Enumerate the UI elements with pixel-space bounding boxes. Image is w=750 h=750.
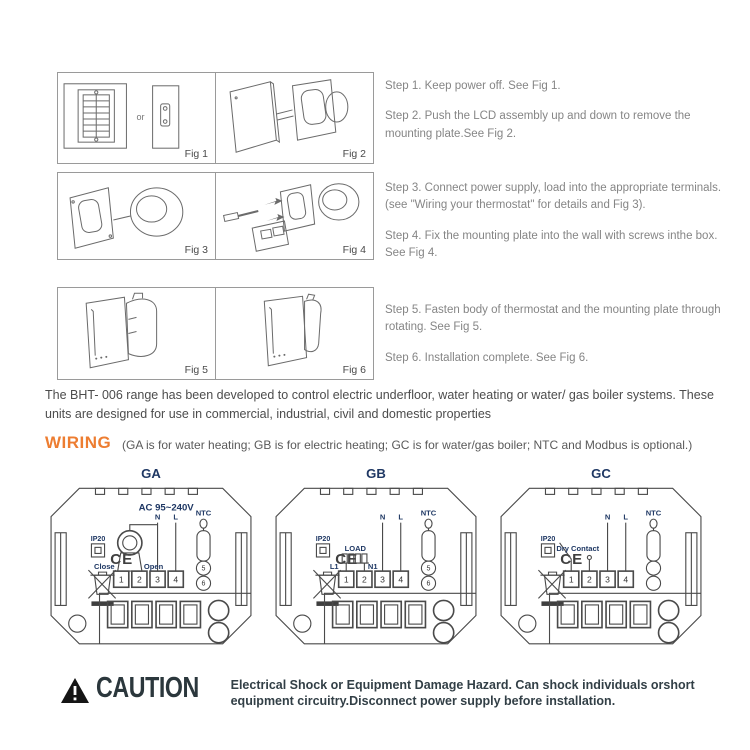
fig1-label: Fig 1 [184,148,208,160]
gb-ntc-label: NTC [420,508,437,518]
caution-banner [60,674,695,710]
gc-ntc-label: NTC [645,508,662,518]
gc-l-label: L [623,512,629,522]
wiring-heading: WIRING [45,433,112,452]
ga-ntc-label: NTC [195,508,212,518]
caution-line-2: equipment circuitry.Disconnect power supply before installation. [230,694,616,709]
ga-ntc-probe-icon [196,519,210,590]
gb-l1-label: L1 [329,562,339,572]
gc-dry-contact-label: Dry Contact [556,543,600,553]
gb-terminal-3: 3 [380,574,385,585]
caution-line-1: Electrical Shock or Equipment Damage Hazard. Can shock individuals orshort [230,678,695,692]
ga-l-label: L [173,512,179,522]
gb-n-label: N [379,512,386,522]
caution-title: CAUTION [96,672,199,704]
gc-diagram-column [495,466,707,653]
gb-load-label: LOAD [344,543,367,553]
gb-ce-mark: CE [335,551,359,569]
steps-3-4 [385,180,727,275]
gb-ip20-label: IP20 [315,535,331,543]
gc-terminal-3: 3 [605,574,610,585]
ga-terminal-4: 4 [173,574,179,585]
ga-diagram-column [45,466,257,653]
gc-terminal-4: 4 [623,574,629,585]
step-5-text: Step 5. Fasten body of thermostat and the mounting plate through rotating. See Fig 5. [385,304,721,334]
steps-5-6 [385,302,727,380]
fig3-label: Fig 3 [184,244,208,256]
gb-terminal-1: 1 [343,574,349,585]
fig1-cell [58,73,215,163]
fig4-cell [215,173,373,259]
gc-terminal-1: 1 [568,574,574,585]
gb-terminal-6: 6 [426,580,431,588]
gc-wiring-diagram [495,466,707,653]
fig2-cell [215,73,373,163]
gb-wiring-diagram [270,466,482,653]
range-description: The BHT- 006 range has been developed to control electric underfloor, water heating or water/ gas boiler systems. These units are designed for use in commercial, industrial, civil and domestic properties [45,388,714,421]
warning-triangle-icon [60,677,90,704]
step-4-text: Step 4. Fix the mounting plate into the wall with screws inthe box. See Fig 4. [385,229,718,259]
gc-ntc-probe-icon [646,519,660,590]
fig5-cell [58,288,215,379]
gc-n-label: N [604,512,611,522]
steps-1-2 [385,78,727,156]
ga-terminal-6: 6 [201,580,206,588]
ga-n-label: N [154,512,161,522]
ga-weee-icon [88,570,115,606]
step-1-text: Step 1. Keep power off. See Fig 1. [385,80,561,92]
ga-open-label: Open [143,562,164,572]
gb-ntc-probe-icon [421,519,435,590]
ga-power-label: AC 95~240V [138,502,194,514]
gc-weee-icon [538,570,565,606]
fig3-cell [58,173,215,259]
ga-terminal-5: 5 [201,565,206,573]
caution-text [199,677,695,710]
ga-close-label: Close [94,562,115,572]
fig5-label: Fig 5 [184,364,208,376]
gc-title: GC [591,466,611,482]
step-3-text: Step 3. Connect power supply, load into the appropriate terminals. (see "Wiring your thermostat" for details and Fig 3). [385,182,722,212]
ga-terminal-1: 1 [118,574,124,585]
gb-diagram-column [270,466,482,653]
gc-ip20-label: IP20 [540,535,556,543]
fig4-label: Fig 4 [342,244,366,256]
fig6-cell [215,288,373,379]
ga-wiring-diagram [45,466,257,653]
ga-terminal-2: 2 [136,574,142,585]
figure-box-row2 [57,172,374,260]
gb-title: GB [366,466,386,482]
ga-title: GA [141,466,161,482]
step-2-text: Step 2. Push the LCD assembly up and down to remove the mounting plate.See Fig 2. [385,110,691,140]
gb-terminal-2: 2 [361,574,367,585]
fig2-label: Fig 2 [342,148,366,160]
step-6-text: Step 6. Installation complete. See Fig 6. [385,351,589,364]
ga-terminal-3: 3 [155,574,160,585]
gb-terminal-5: 5 [426,565,431,573]
fig6-label: Fig 6 [342,364,366,376]
gc-ce-mark: CE [560,551,584,569]
gb-weee-icon [313,570,340,606]
wiring-note: (GA is for water heating; GB is for electric heating; GC is for water/gas boiler; NTC and Modbus is optional.) [122,438,693,452]
gb-l-label: L [398,512,404,522]
gc-terminal-2: 2 [586,574,592,585]
figure-box-row3 [57,287,374,380]
gb-n1-label: N1 [367,562,378,572]
gb-terminal-4: 4 [398,574,404,585]
ga-ce-mark: CE [110,551,134,569]
figure-box-row1 [57,72,374,164]
ga-ip20-label: IP20 [90,535,106,543]
fig1-or-label: or [136,112,145,123]
